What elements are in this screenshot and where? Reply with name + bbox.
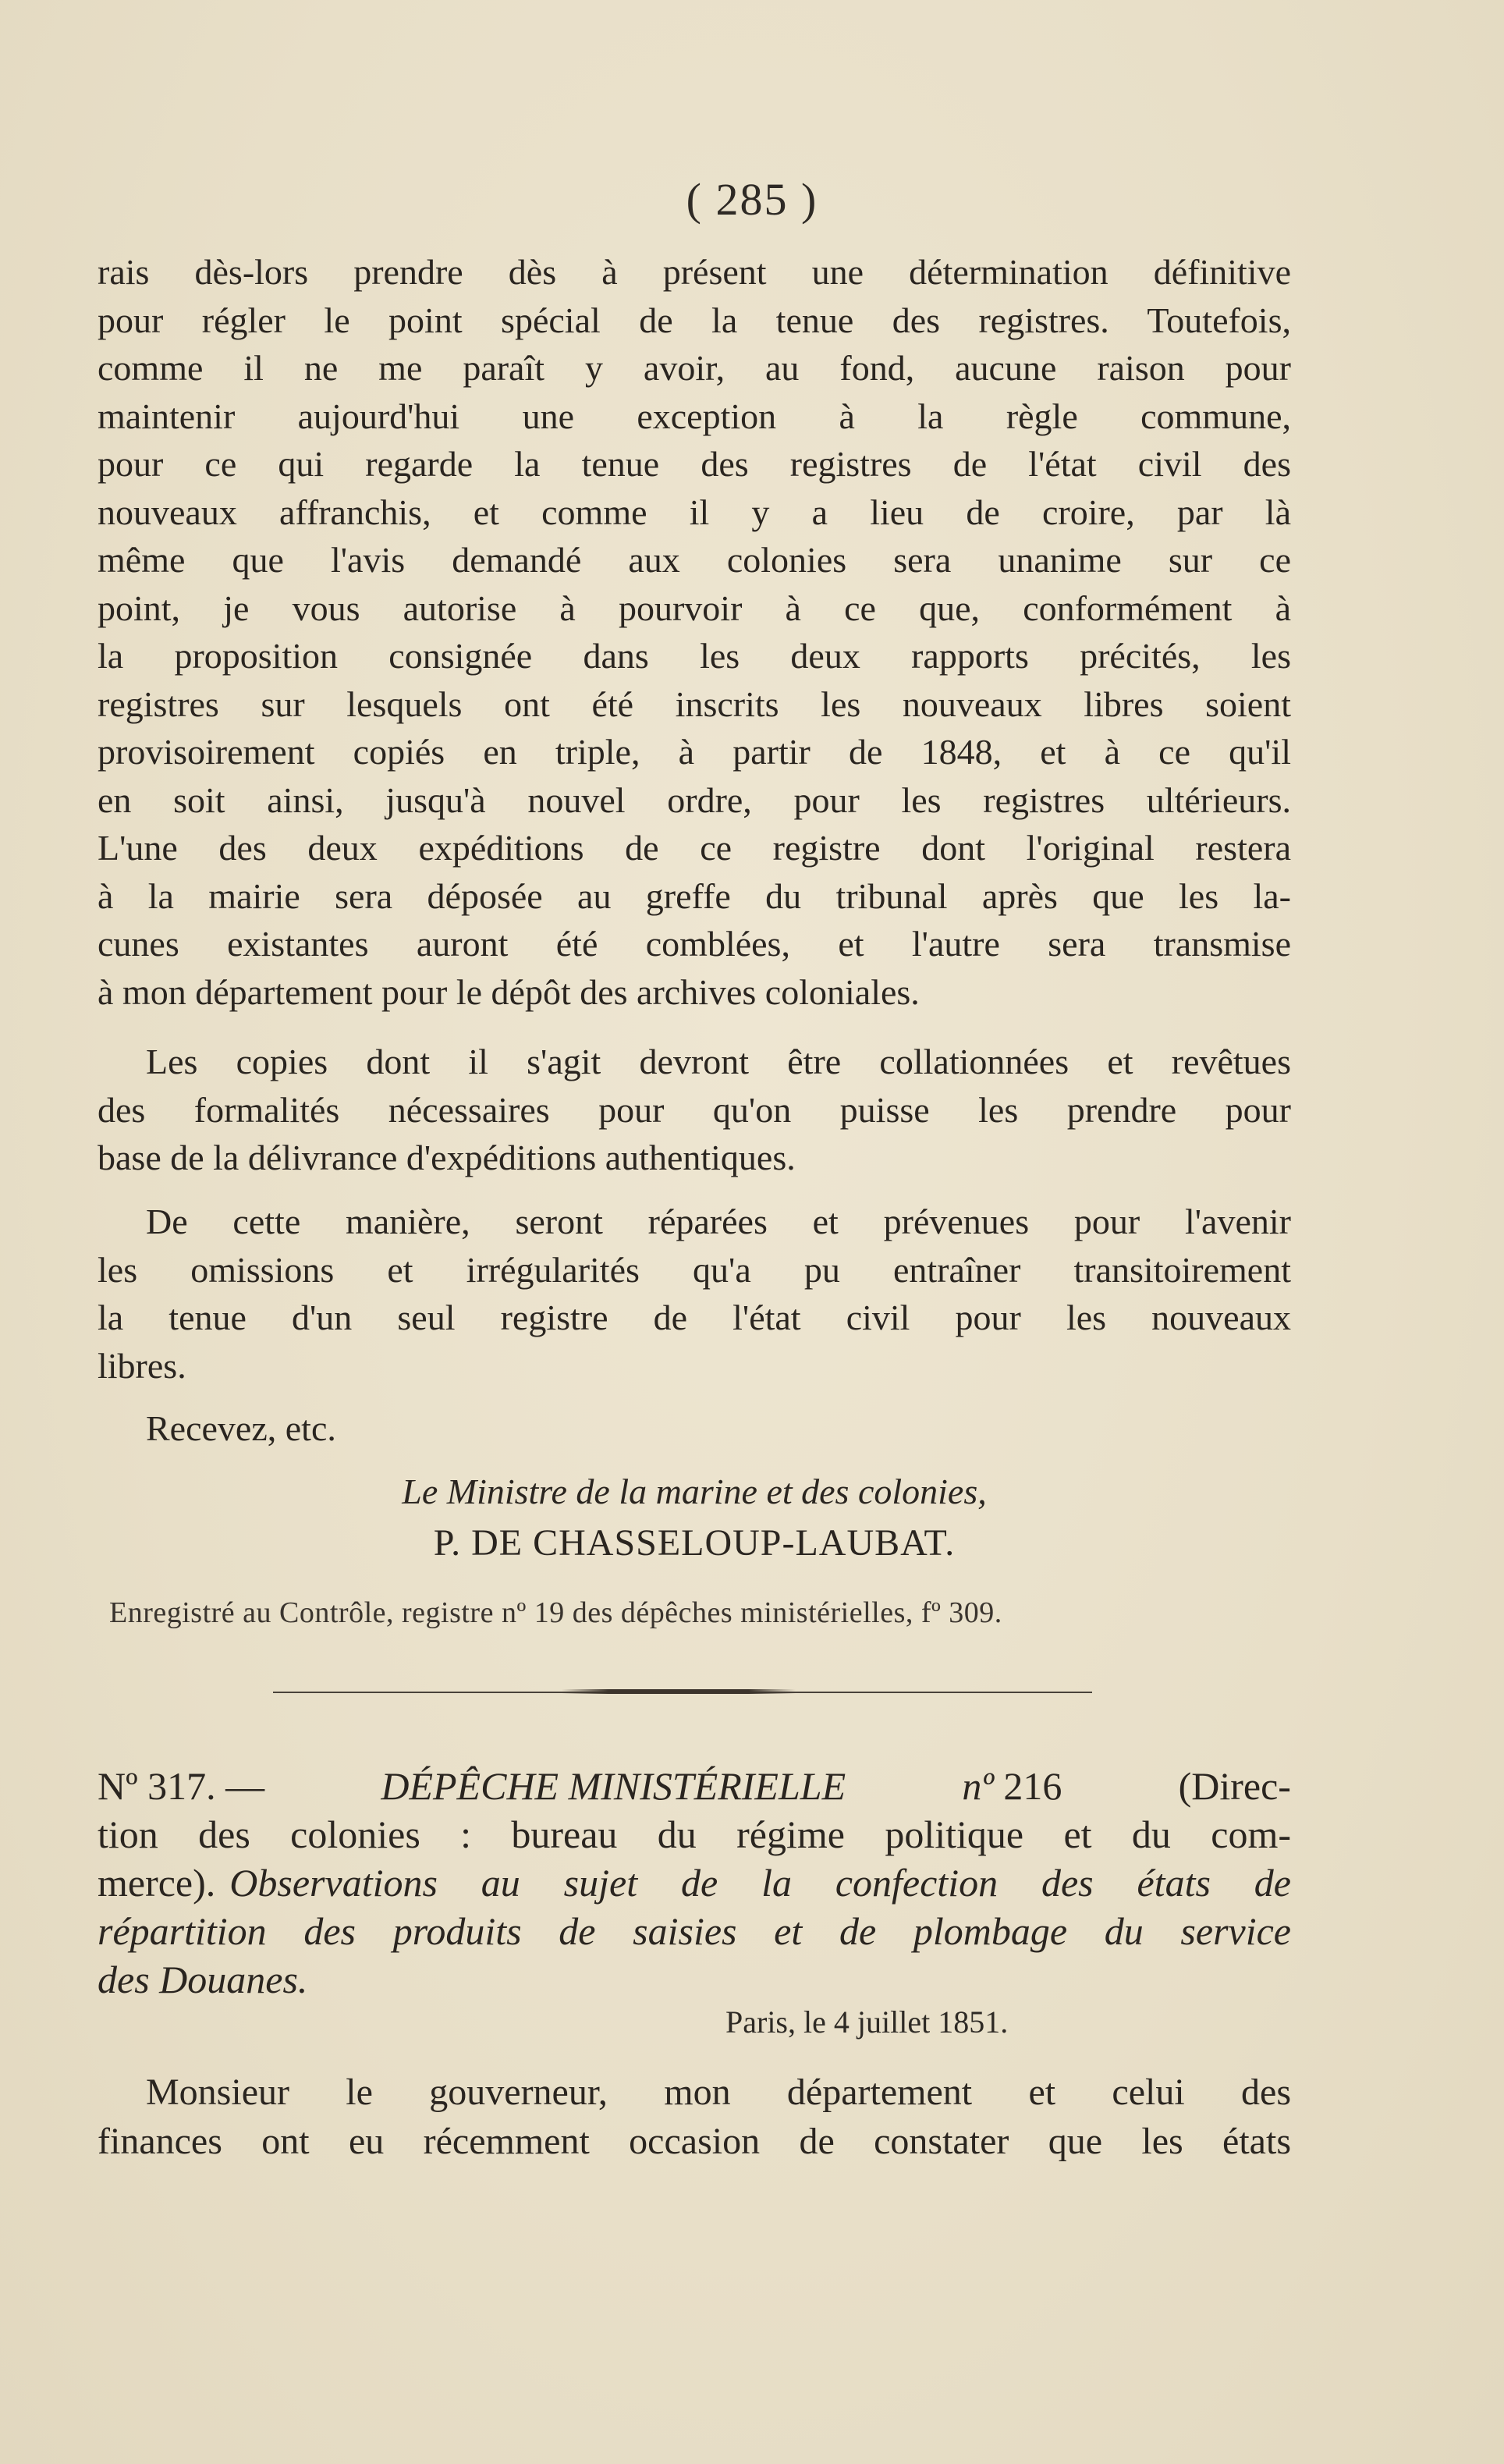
- text-line: De cette manière, seront réparées et prévenues pour l'avenir: [146, 1202, 1291, 1241]
- text-line: en soit ainsi, jusqu'à nouvel ordre, pour les registres ultérieurs.: [98, 779, 1291, 820]
- text-line: comme il ne me paraît y avoir, au fond, aucune raison pour: [98, 348, 1291, 388]
- text-line: finances ont eu récemment occasion de constater que les états: [98, 2121, 1291, 2162]
- section-divider-center: [562, 1689, 796, 1694]
- registration-note: Enregistré au Contrôle, registre nº 19 des dépêches ministérielles, fº 309.: [109, 1596, 1002, 1629]
- heading-subject-3: des Douanes.: [98, 1958, 308, 2001]
- dispatch-title: DÉPÊCHE MINISTÉRIELLE: [381, 1764, 846, 1808]
- text-line: Les copies dont il s'agit devront être collationnées et revêtues: [146, 1042, 1291, 1081]
- text-line: maintenir aujourd'hui une exception à la règle commune,: [98, 396, 1291, 436]
- text-line: point, je vous autorise à pourvoir à ce que, conformément à: [98, 588, 1291, 628]
- text-line: cunes existantes auront été comblées, et l'autre sera transmise: [98, 924, 1291, 964]
- dispatch-subnumber: [962, 1762, 1062, 1810]
- text-line: même que l'avis demandé aux colonies sera unanime sur ce: [98, 540, 1291, 580]
- heading-subject-2: répartition des produits de saisies et de plombage du service: [98, 1909, 1291, 1953]
- dispatch-direction: (Direc-: [1178, 1764, 1291, 1808]
- text-line: à la mairie sera déposée au greffe du tribunal après que les la-: [98, 875, 1291, 916]
- heading-line-1: [98, 1762, 1291, 1810]
- heading-subject-1: Observations au sujet de la confection des états de: [229, 1861, 1291, 1905]
- paragraph-manner: [98, 1198, 1291, 1390]
- text-line: provisoirement copiés en triple, à partir de 1848, et à ce qu'il: [98, 732, 1291, 772]
- dispatch-number: Nº 317. —: [98, 1764, 265, 1808]
- text-line: la tenue d'un seul registre de l'état civil pour les nouveaux: [98, 1298, 1291, 1337]
- text-line: les omissions et irrégularités qu'a pu entraîner transitoirement: [98, 1249, 1291, 1290]
- paragraph-continuation: [98, 248, 1291, 1016]
- heading-merce: merce).: [98, 1861, 216, 1905]
- text-line: pour ce qui regarde la tenue des registres de l'état civil des: [98, 444, 1291, 484]
- text-line: nouveaux affranchis, et comme il y a lieu de croire, par là: [98, 492, 1291, 532]
- page-number: ( 285 ): [686, 174, 818, 225]
- dateline: Paris, le 4 juillet 1851.: [725, 2004, 1009, 2040]
- text-line: base de la délivrance d'expéditions authentiques.: [98, 1138, 796, 1177]
- paragraph-copies: [98, 1038, 1291, 1182]
- paragraph-letter-start: [98, 2068, 1291, 2166]
- dispatch-heading: [98, 1762, 1291, 2004]
- text-line: la proposition consignée dans les deux rapports précités, les: [98, 636, 1291, 676]
- text-line: registres sur lesquels ont été inscrits les nouveaux libres soient: [98, 683, 1291, 724]
- text-line: des formalités nécessaires pour qu'on puisse les prendre pour: [98, 1089, 1291, 1130]
- signature-name: P. DE CHASSELOUP-LAUBAT.: [433, 1522, 956, 1564]
- heading-line-3: [98, 1859, 1291, 1907]
- text-line: L'une des deux expéditions de ce registre dont l'original restera: [98, 828, 1291, 868]
- text-line: à mon département pour le dépôt des archives coloniales.: [98, 971, 920, 1012]
- signature-title: Le Ministre de la marine et des colonies,: [402, 1472, 987, 1511]
- text-line: rais dès-lors prendre dès à présent une détermination définitive: [98, 252, 1291, 292]
- number-value: 216: [1003, 1764, 1062, 1808]
- text-line: Monsieur le gouverneur, mon département et celui des: [146, 2072, 1291, 2113]
- closing-line: Recevez, etc.: [146, 1408, 336, 1448]
- number-sign: nº: [962, 1764, 994, 1808]
- heading-line-2: tion des colonies : bureau du régime politique et du com-: [98, 1812, 1291, 1856]
- text-line: libres.: [98, 1345, 186, 1386]
- closing: [98, 1404, 1291, 1453]
- text-line: pour régler le point spécial de la tenue des registres. Toutefois,: [98, 300, 1291, 340]
